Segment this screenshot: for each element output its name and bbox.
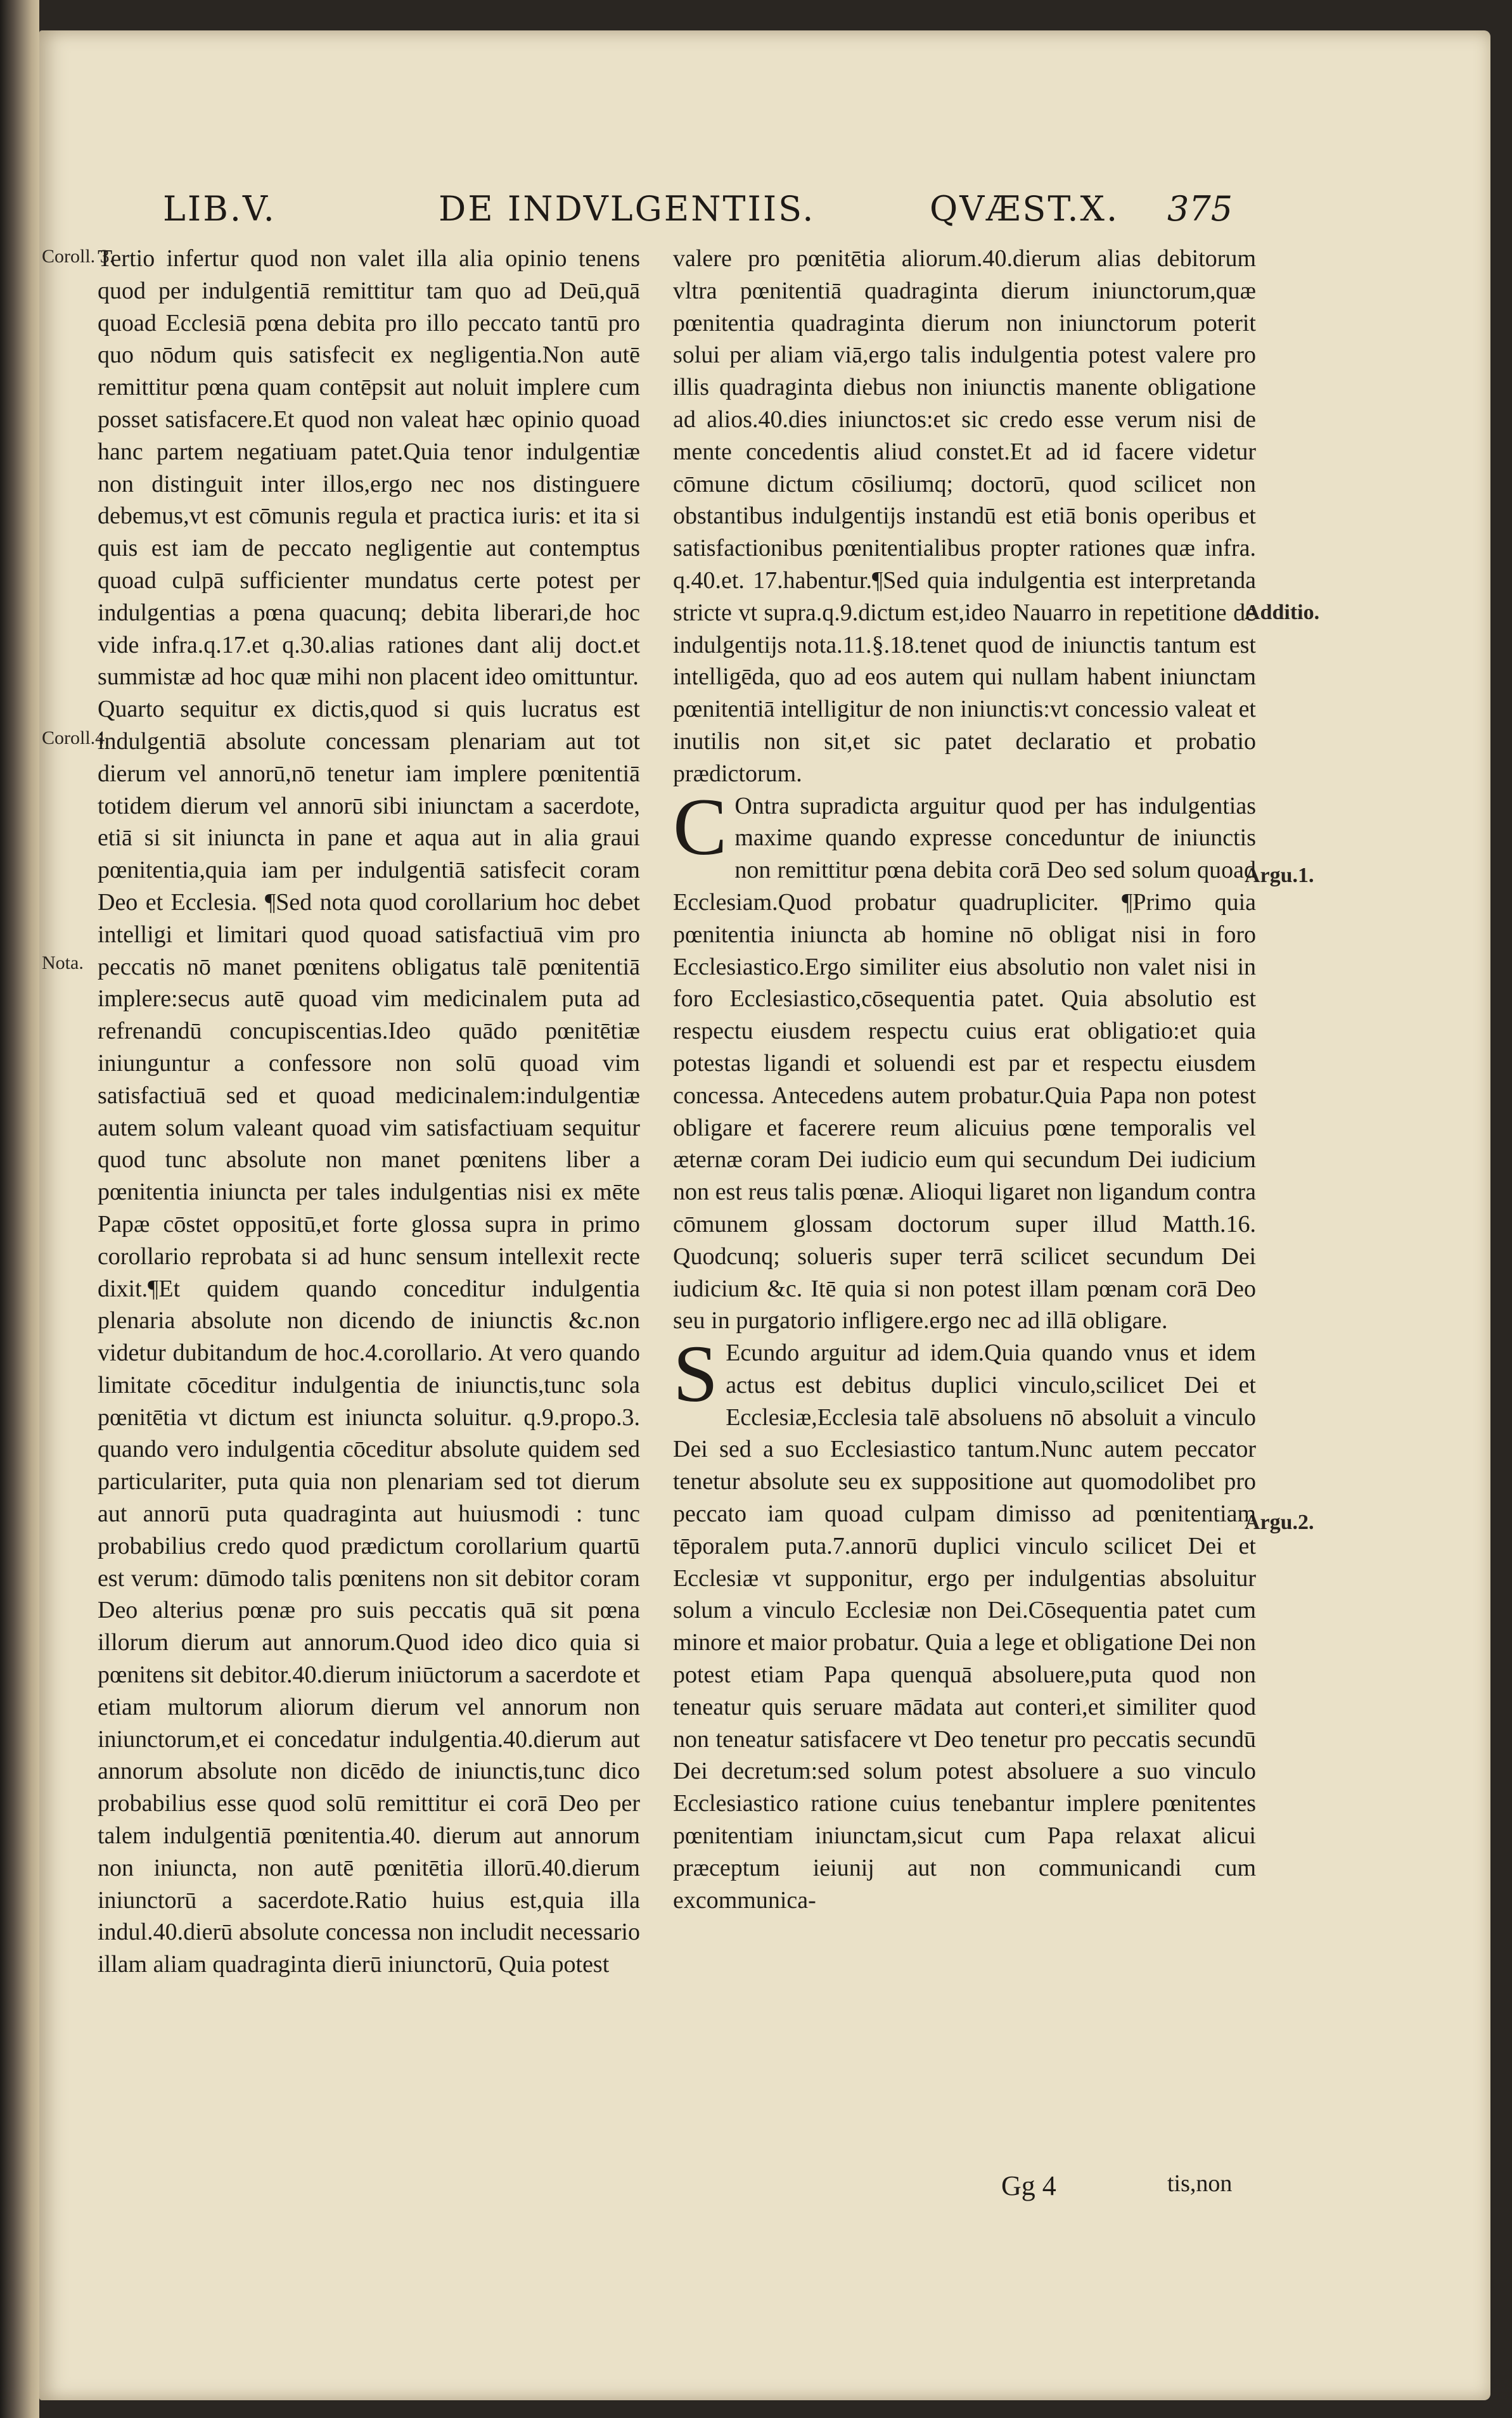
book-label: LIB.V.: [163, 189, 276, 229]
margin-note-nota: Nota.: [42, 952, 84, 973]
margin-note-argu1: Argu.1.: [1245, 864, 1314, 887]
previous-page-edge: [0, 0, 39, 2418]
section-title: DE INDVLGENTIIS.: [439, 189, 816, 229]
margin-note-additio: Additio.: [1245, 601, 1320, 624]
paragraph-corollary-3: Tertio infertur quod non valet illa alia opinio tenens quod per indulgentiā remittitur tam quo ad Deū,quā quoad Ecclesiā pœna debita pro illo peccato tantū pro quo nōdum quis satisfecit ex negligentia.Non autē remittitur pœna quam contēpsit aut noluit implere cum posset satisfacere.Et quod non valeat hæc opinio quoad hanc partem negatiuam patet.Quia tenor indulgentiæ non distinguit inter illos,ergo nec nos distinguere debemus,vt est cōmunis regula et practica iuris: et ita si quis est iam de peccato negligentie aut contemptus quoad culpā sufficienter mundatus certe potest per indulgentias a pœna quacunq; debita liberari,de hoc vide infra.q.17.et q.30.alias rationes dant alij doct.et summistæ ad hoc quæ mihi non placent ideo omittuntur.: [98, 245, 640, 691]
question-label: QVÆST.X.: [930, 189, 1120, 229]
paragraph-argument-2: [673, 1329, 1256, 1916]
paragraph-corollary-4: Quarto sequitur ex dictis,quod si quis lucratus est indulgentiā absolute concessam plenariam aut tot dierum vel annorū,nō tenetur iam implere pœnitentiā totidem dierum vel annorū sibi iniunctam a sacerdote, etiā si sit iniuncta in pane et aqua aut in alia graui pœnitentia,quia iam per indulgentiā satisfecit coram Deo et Ecclesia. ¶Sed nota quod corollarium hoc debet intelligi et limitari quod quoad satisfactiuā vim pro peccatis nō manet pœnitens obligatus talē pœnitentiā implere:secus autē quoad vim medicinalem puta ad refrenandū concupiscentias.Ideo quādo pœnitētiæ iniunguntur a confessore non solū quoad vim satisfactiuā sed et quoad medicinalem:indulgentiæ autem solum valeant quoad vim satisfactiuam sequitur quod tunc absolute non manet pœnitens liber a pœnitentia iniuncta per tales indulgentias nisi ex mēte Papæ cōstet oppositū,et forte glossa supra in primo corollario reprobata si ad hunc sensum intellexit recte dixit.¶Et quidem quando conceditur indulgentia plenaria absolute non dicendo de iniunctis &c.non videtur dubitandum de hoc.4.corollario. At vero quando limitate cōceditur indulgentia de iniunctis,tunc sola pœnitētia vt dictum est iniuncta soluitur. q.9.propo.3. quando vero indulgentia cōceditur absolute quidem sed particulariter, puta quia non plenariam sed tot dierum aut annorū puta quadraginta aut huiusmodi : tunc probabilius credo quod prædictum corollarium quartū est verum: dūmodo talis pœnitens non sit debitor coram Deo alterius pœnæ pro suis peccatis quā sit pœna illorum dierum aut annorum.Quod ideo dico quia si pœnitens sit debitor.40.dierum iniūctorum a sacerdote et etiam multorum aliorum dierum vel annorum non iniunctorum,et ei concedatur indulgentia.40.dierum aut annorum absolute non dicēdo de iniunctis,tunc dico probabilius esse quod solū remittitur ei corā Deo per talem indulgentiā pœnitentia.40. dierum aut annorum non iniuncta, non autē pœnitētia illorū.40.dierum iniunctorū a sacerdote.Ratio huius est,quia illa indul.40.dierū absolute concessa non includit necessario illam aliam quadraginta dierū iniunctorū, Quia potest: [98, 696, 640, 1978]
argument-1-text: Ontra supradicta arguitur quod per has indulgentias maxime quando expresse conceduntur de iniunctis non remittitur pœna debita corā Deo sed solum quoad Ecclesiam.Quod probatur quadrupliciter. ¶Primo quia pœnitentia iniuncta ab homine nō obligat nisi in foro Ecclesiastico.Ergo similiter eius absolutio non valet nisi in foro Ecclesiastico,cōsequentia patet. Quia absolutio est respectu eiusdem respectu cuius erat obligatio:et quia potestas ligandi et soluendi est par et respectu eiusdem concessa. Antecedens autem probatur.Quia Papa non potest obligare et facerere reum alicuius pœne temporalis vel æternæ coram Dei iudicio eum qui secundum Dei iudicium non est reus talis pœnæ. Alioqui ligaret non ligandum contra cōmunem glossam doctorum super illud Matth.16. Quodcunq; solueris super terrā scilicet secundum Dei iudicium &c. Itē quia si non potest illam pœnam corā Deo seu in purgatorio infligere.ergo nec ad illā obligare.: [673, 792, 1256, 1334]
drop-cap-c: C: [673, 781, 727, 872]
catchword: tis,non: [1167, 2170, 1233, 2197]
book-page: [39, 30, 1490, 2400]
page-number: 375: [1167, 189, 1233, 229]
argument-2-text: Ecundo arguitur ad idem.Quia quando vnus et idem actus est debitus duplici vinculo,scilicet Dei et Ecclesiæ,Ecclesia talē absoluens nō absoluit a vinculo Dei sed a suo Ecclesiastico tantum.Nunc autem peccator tenetur absolute seu ex suppositione aut quomodolibet pro peccato iam quoad culpam dimisso ad pœnitentiam tēporalem puta.7.annorū duplici vinculo scilicet Dei et Ecclesiæ vt supponitur, ergo per indulgentias absoluitur solum a vinculo Ecclesiæ non Dei.Cōsequentia patet cum minore et maior probatur. Quia a lege et obligatione Dei non potest etiam Papa quenquā absoluere,puta quod non teneatur quis seruare mādata aut conteri,et similiter quod non teneatur satisfacere vt Deo tenetur pro peccatis secundū Dei decretum:sed solum potest absoluere a suo vinculo Ecclesiastico ratione cuius tenebantur implere pœnitentes pœnitentiam iniunctam,sicut cum Papa relaxat alicui præceptum ieiunij aut non communicandi cum excommunica-: [673, 1340, 1256, 1914]
right-text-column: [673, 243, 1256, 1916]
margin-note-argu2: Argu.2.: [1245, 1511, 1314, 1534]
margin-note-coroll4: Coroll.4.: [42, 727, 110, 748]
drop-cap-s: S: [673, 1329, 719, 1419]
margin-note-coroll3: Coroll. 3.: [42, 246, 115, 267]
running-header: [39, 189, 1490, 246]
left-text-column: [98, 243, 640, 1981]
paragraph-continuation: valere pro pœnitētia aliorum.40.dierum alias debitorum vltra pœnitentiā quadraginta dierum iniunctorum,quæ pœnitentia quadraginta dierum non iniunctorum poterit solui per aliam viā,ergo talis indulgentia potest valere pro illis quadraginta diebus non iniunctis manente obligatione ad alios.40.dies iniunctos:et sic credo esse verum nisi de mente concedentis aliud constet.Et ad id facere videtur cōmune dictum cōsiliumq; doctorū, quod scilicet non obstantibus indulgentijs instandū est etiā bonis operibus et satisfactionibus pœnitentialibus propter rationes quæ infra. q.40.et. 17.habentur.¶Sed quia indulgentia est interpretanda stricte vt supra.q.9.dictum est,ideo Nauarro in repetitione de indulgentijs nota.11.§.18.tenet quod de iniunctis tantum est intelligēda, quo ad eos autem qui nullam habent iniunctam pœnitentiā intelligitur de non iniunctis:vt concessio valeat et inutilis non sit,et sic patet declaratio et probatio prædictorum.: [673, 245, 1256, 787]
signature-mark: Gg 4: [1001, 2170, 1056, 2201]
paragraph-argument-1: [673, 781, 1256, 1338]
